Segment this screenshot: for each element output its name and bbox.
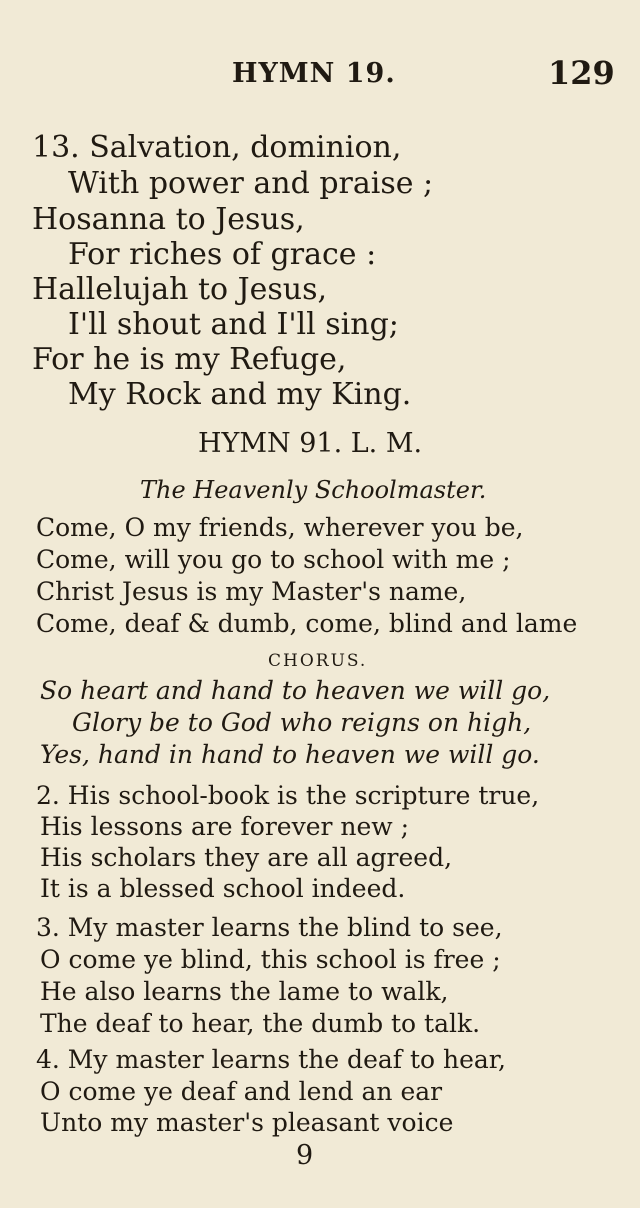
verse4-line-2: O come ye deaf and lend an ear bbox=[40, 1077, 443, 1106]
verse3-line-3: He also learns the lame to walk, bbox=[40, 977, 449, 1006]
hymn19-line-6: I'll shout and I'll sing; bbox=[68, 307, 399, 342]
verse2-line-1: 2. His school-book is the scripture true, bbox=[36, 781, 540, 810]
hymn19-line-7: For he is my Refuge, bbox=[32, 342, 347, 377]
running-title: HYMN 19. bbox=[232, 58, 396, 89]
verse2-line-2: His lessons are forever new ; bbox=[40, 812, 410, 841]
signature-mark: 9 bbox=[296, 1140, 314, 1171]
verse1-line-4: Come, deaf & dumb, come, blind and lame bbox=[36, 609, 578, 638]
verse4-line-1: 4. My master learns the deaf to hear, bbox=[36, 1045, 506, 1074]
chorus-line-1: So heart and hand to heaven we will go, bbox=[40, 676, 551, 705]
hymn19-line-1: 13. Salvation, dominion, bbox=[32, 130, 402, 165]
hymn19-line-2: With power and praise ; bbox=[68, 166, 434, 201]
hymn19-line-5: Hallelujah to Jesus, bbox=[32, 272, 328, 307]
hymn19-line-3: Hosanna to Jesus, bbox=[32, 202, 305, 237]
verse1-line-3: Christ Jesus is my Master's name, bbox=[36, 577, 467, 606]
verse3-line-1: 3. My master learns the blind to see, bbox=[36, 913, 503, 942]
verse2-line-4: It is a blessed school indeed. bbox=[40, 874, 406, 903]
hymn19-line-8: My Rock and my King. bbox=[68, 377, 412, 412]
verse3-line-4: The deaf to hear, the dumb to talk. bbox=[40, 1009, 481, 1038]
verse2-line-3: His scholars they are all agreed, bbox=[40, 843, 453, 872]
chorus-line-2: Glory be to God who reigns on high, bbox=[72, 708, 532, 737]
chorus-label: CHORUS. bbox=[268, 651, 368, 671]
verse4-line-3: Unto my master's pleasant voice bbox=[40, 1108, 454, 1137]
page-number: 129 bbox=[548, 54, 615, 92]
verse1-line-1: Come, O my friends, wherever you be, bbox=[36, 513, 524, 542]
verse3-line-2: O come ye blind, this school is free ; bbox=[40, 945, 501, 974]
hymn-title: HYMN 91. L. M. bbox=[198, 428, 423, 459]
chorus-line-3: Yes, hand in hand to heaven we will go. bbox=[40, 740, 540, 769]
hymn-subtitle: The Heavenly Schoolmaster. bbox=[140, 476, 487, 504]
hymn19-line-4: For riches of grace : bbox=[68, 237, 377, 272]
verse1-line-2: Come, will you go to school with me ; bbox=[36, 545, 511, 574]
running-header bbox=[0, 54, 640, 98]
